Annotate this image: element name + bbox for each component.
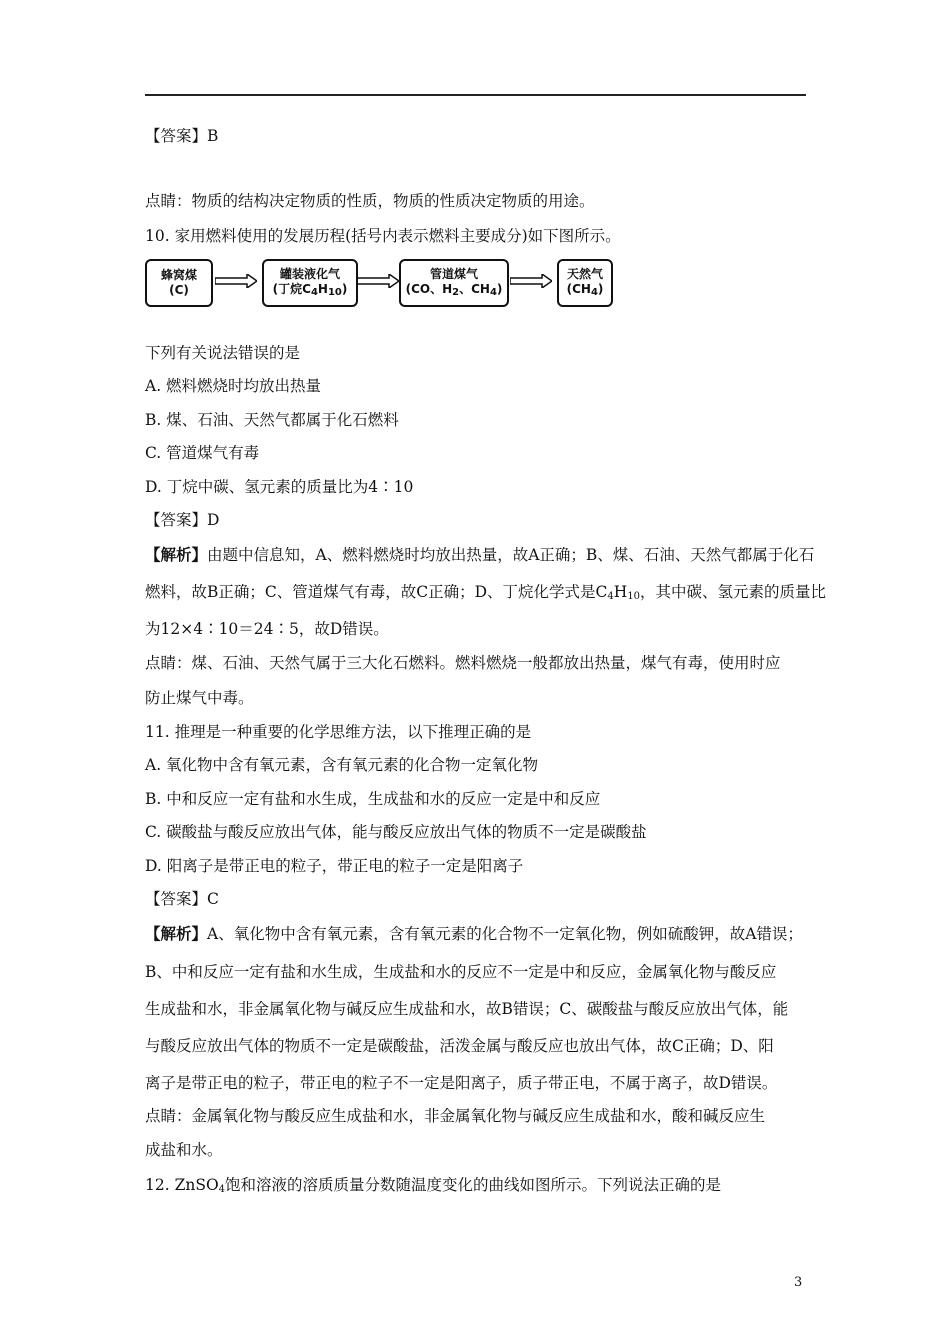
q10-option-b: B. 煤、石油、天然气都属于化石燃料 — [145, 411, 399, 429]
q11-option-b: B. 中和反应一定有盐和水生成，生成盐和水的反应一定是中和反应 — [145, 790, 601, 808]
q11-analysis-line-1: 【解析】A、氧化物中含有氧元素，含有氧元素的化合物不一定氧化物，例如硫酸钾，故A错误； — [145, 924, 803, 943]
flow-box-lpg — [262, 259, 358, 307]
flow-box-formula: $(CH_4)$ — [566, 281, 604, 298]
q10-option-d: D. 丁烷中碳、氢元素的质量比为4∶10 — [145, 478, 414, 496]
q10-option-a: A. 燃料燃烧时均放出热量 — [145, 377, 322, 395]
flow-box-name: 蜂窝煤 — [160, 268, 197, 282]
q10-option-c: C. 管道煤气有毒 — [145, 444, 260, 462]
right-arrow-icon — [357, 274, 399, 288]
q10-analysis-line-2: 燃料，故B正确；C、管道煤气有毒，故C正确；D、丁烷化学式是$C_4H_{10}$，其中碳、氢元素的质量比 — [145, 583, 827, 602]
flow-box-formula: (C) — [169, 283, 189, 297]
flow-box-honeycomb-coal — [145, 259, 213, 307]
page-number: 3 — [794, 1275, 803, 1290]
q11-analysis-line-5: 离子是带正电的粒子，带正电的粒子不一定是阳离子，质子带正电，不属于离子，故D错误。 — [145, 1074, 778, 1092]
q10-analysis-line-3: 为12×4∶10＝24∶5，故D错误。 — [145, 620, 389, 638]
q10-answer: 【答案】D — [145, 511, 220, 529]
q11-option-c: C. 碳酸盐与酸反应放出气体，能与酸反应放出气体的物质不一定是碳酸盐 — [145, 823, 647, 841]
fuel-flow-diagram — [145, 259, 615, 307]
q11-tip-line-1: 点睛：金属氧化物与酸反应生成盐和水，非金属氧化物与碱反应生成盐和水，酸和碱反应生 — [145, 1107, 766, 1125]
q10-question: 下列有关说法错误的是 — [145, 344, 301, 362]
flow-box-pipeline-gas — [399, 259, 509, 307]
q11-tip-line-2: 成盐和水。 — [145, 1141, 223, 1159]
q9-tip: 点睛：物质的结构决定物质的性质，物质的性质决定物质的用途。 — [145, 192, 595, 210]
right-arrow-icon — [510, 274, 552, 288]
q11-stem: 11. 推理是一种重要的化学思维方法，以下推理正确的是 — [145, 723, 532, 741]
right-arrow-icon — [215, 274, 257, 288]
flow-box-formula: (丁烷$C_4H_{10}$) — [272, 281, 348, 298]
flow-box-name: 罐装液化气 — [279, 266, 340, 281]
q11-option-d: D. 阳离子是带正电的粒子，带正电的粒子一定是阳离子 — [145, 857, 524, 875]
q12-stem: 12. ZnSO$_4$饱和溶液的溶质质量分数随温度变化的曲线如图所示。下列说法正确的是 — [145, 1176, 722, 1195]
q10-stem: 10. 家用燃料使用的发展历程(括号内表示燃料主要成分)如下图所示。 — [145, 227, 621, 245]
flow-box-natural-gas — [557, 259, 613, 307]
q11-analysis-line-3: 生成盐和水，非金属氧化物与碱反应生成盐和水，故B错误；C、碳酸盐与酸反应放出气体，能 — [145, 1000, 789, 1018]
q10-analysis-line-1: 【解析】由题中信息知，A、燃料燃烧时均放出热量，故A正确；B、煤、石油、天然气都属于化石 — [145, 545, 815, 564]
q11-analysis-line-2: B、中和反应一定有盐和水生成，生成盐和水的反应不一定是中和反应，金属氧化物与酸反应 — [145, 963, 777, 981]
q11-option-a: A. 氧化物中含有氧元素，含有氧元素的化合物一定氧化物 — [145, 756, 539, 774]
flow-box-formula: (CO、$H_2$、$CH_4$) — [405, 281, 503, 298]
q10-tip-line-1: 点睛：煤、石油、天然气属于三大化石燃料。燃料燃烧一般都放出热量，煤气有毒，使用时应 — [145, 654, 781, 672]
q11-analysis-line-4: 与酸反应放出气体的物质不一定是碳酸盐，活泼金属与酸反应也放出气体，故C正确；D、阳 — [145, 1037, 774, 1055]
q9-answer: 【答案】B — [145, 127, 219, 145]
q10-tip-line-2: 防止煤气中毒。 — [145, 689, 254, 707]
q11-answer: 【答案】C — [145, 890, 219, 908]
flow-box-name: 天然气 — [566, 266, 603, 281]
header-rule — [145, 94, 806, 96]
flow-box-name: 管道煤气 — [429, 266, 478, 281]
